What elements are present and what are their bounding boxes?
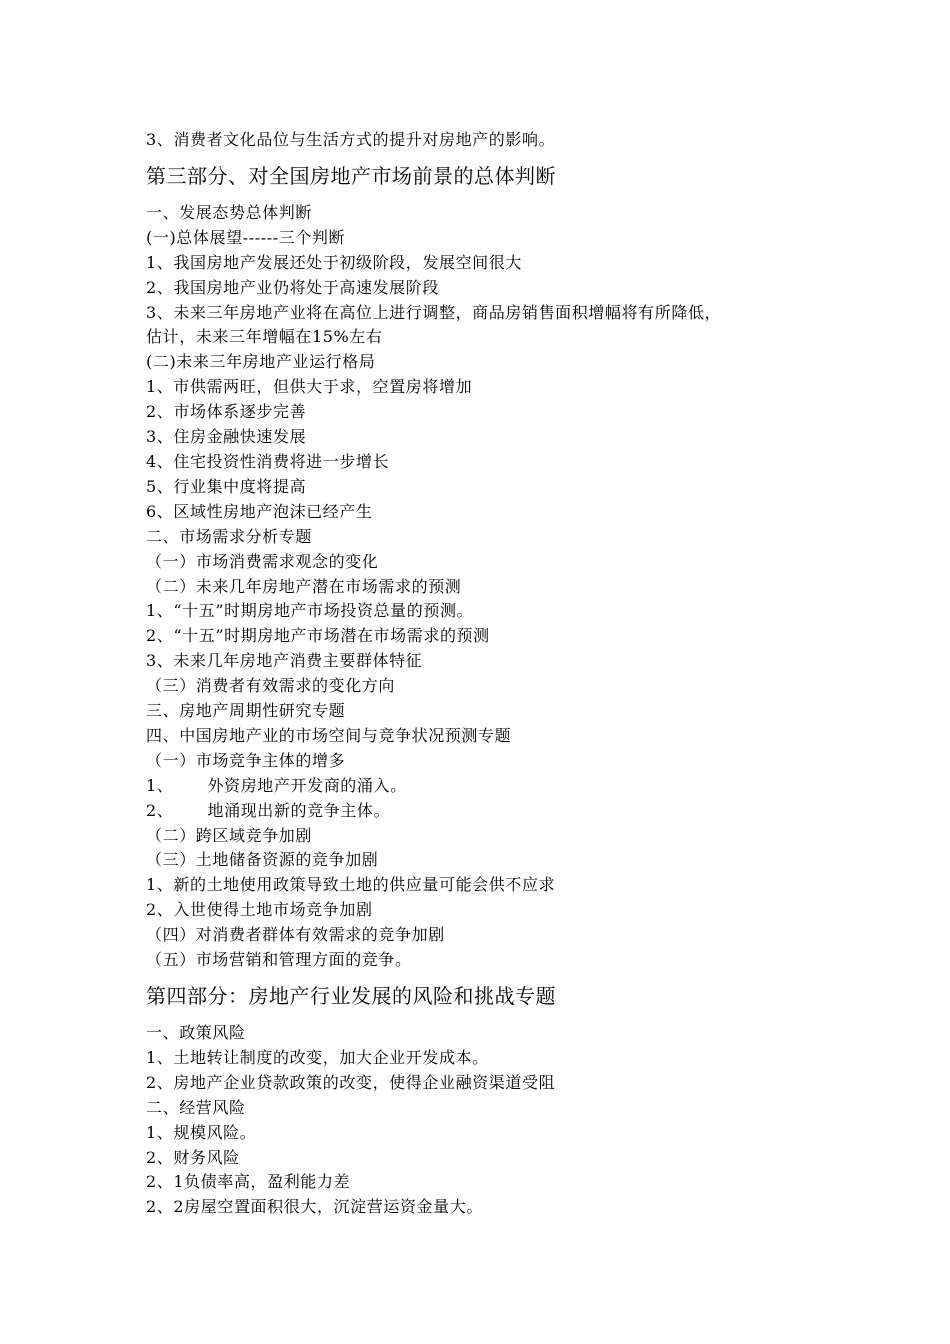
text-line: （四）对消费者群体有效需求的竞争加剧 (146, 925, 445, 945)
text-line: 2、2房屋空置面积很大，沉淀营运资金量大。 (146, 1197, 483, 1217)
text-line: (二)未来三年房地产业运行格局 (146, 352, 376, 372)
text-line: （三）土地储备资源的竞争加剧 (146, 850, 379, 870)
text-line: 2、市场体系逐步完善 (146, 402, 307, 422)
intro-lines (146, 128, 826, 153)
text-line: 1、我国房地产发展还处于初级阶段，发展空间很大 (146, 252, 522, 272)
part3-lines (146, 201, 826, 973)
text-line: 1、 外资房地产开发商的涌入。 (146, 775, 407, 795)
text-line: 2、“十五”时期房地产市场潜在市场需求的预测 (146, 626, 490, 646)
text-line: 4、住宅投资性消费将进一步增长 (146, 451, 390, 471)
text-line: 一、政策风险 (146, 1023, 246, 1042)
text-line: 1、规模风险。 (146, 1122, 257, 1142)
document-body (146, 128, 826, 1220)
text-line: 三、房地产周期性研究专题 (146, 701, 346, 721)
text-line: 四、中国房地产业的市场空间与竞争状况预测专题 (146, 725, 512, 745)
text-line: 2、我国房地产业仍将处于高速发展阶段 (146, 277, 439, 297)
text-line: 3、未来三年房地产业将在高位上进行调整，商品房销售面积增幅将有所降低， (146, 302, 722, 322)
text-line: （五）市场营销和管理方面的竞争。 (146, 950, 412, 970)
text-line: （二）跨区域竞争加剧 (146, 825, 313, 845)
text-line: 1、“十五”时期房地产市场投资总量的预测。 (146, 601, 474, 621)
text-line: （一）市场消费需求观念的变化 (146, 551, 379, 571)
section-heading-part4: 第四部分：房地产行业发展的风险和挑战专题 (146, 984, 556, 1008)
text-line: 6、区域性房地产泡沫已经产生 (146, 501, 373, 521)
text-line: 一、发展态势总体判断 (146, 202, 313, 222)
text-line: 1、市供需两旺，但供大于求，空置房将增加 (146, 377, 473, 397)
text-line: （三）消费者有效需求的变化方向 (146, 676, 396, 696)
text-line: 3、消费者文化品位与生活方式的提升对房地产的影响。 (146, 130, 556, 149)
text-line: 1、新的土地使用政策导致土地的供应量可能会供不应求 (146, 875, 556, 895)
text-line: 2、入世使得土地市场竞争加剧 (146, 900, 373, 920)
text-line: 二、经营风险 (146, 1097, 246, 1117)
text-line: 3、住房金融快速发展 (146, 427, 307, 447)
text-line: （一）市场竞争主体的增多 (146, 750, 346, 770)
text-line: 二、市场需求分析专题 (146, 526, 313, 546)
text-line: 2、财务风险 (146, 1147, 240, 1167)
text-line: 1、土地转让制度的改变，加大企业开发成本。 (146, 1047, 489, 1067)
part4-lines (146, 1021, 826, 1220)
text-line: 估计，未来三年增幅在15%左右 (146, 327, 383, 347)
text-line: 2、房地产企业贷款政策的改变，使得企业融资渠道受阻 (146, 1072, 556, 1092)
text-line: (一)总体展望------三个判断 (146, 227, 346, 247)
text-line: 5、行业集中度将提高 (146, 476, 307, 496)
text-line: （二）未来几年房地产潜在市场需求的预测 (146, 576, 462, 596)
text-line: 3、未来几年房地产消费主要群体特征 (146, 651, 423, 671)
text-line: 2、1负债率高，盈利能力差 (146, 1172, 351, 1192)
text-line: 2、 地涌现出新的竞争主体。 (146, 800, 391, 820)
section-heading-part3: 第三部分、对全国房地产市场前景的总体判断 (146, 163, 556, 188)
